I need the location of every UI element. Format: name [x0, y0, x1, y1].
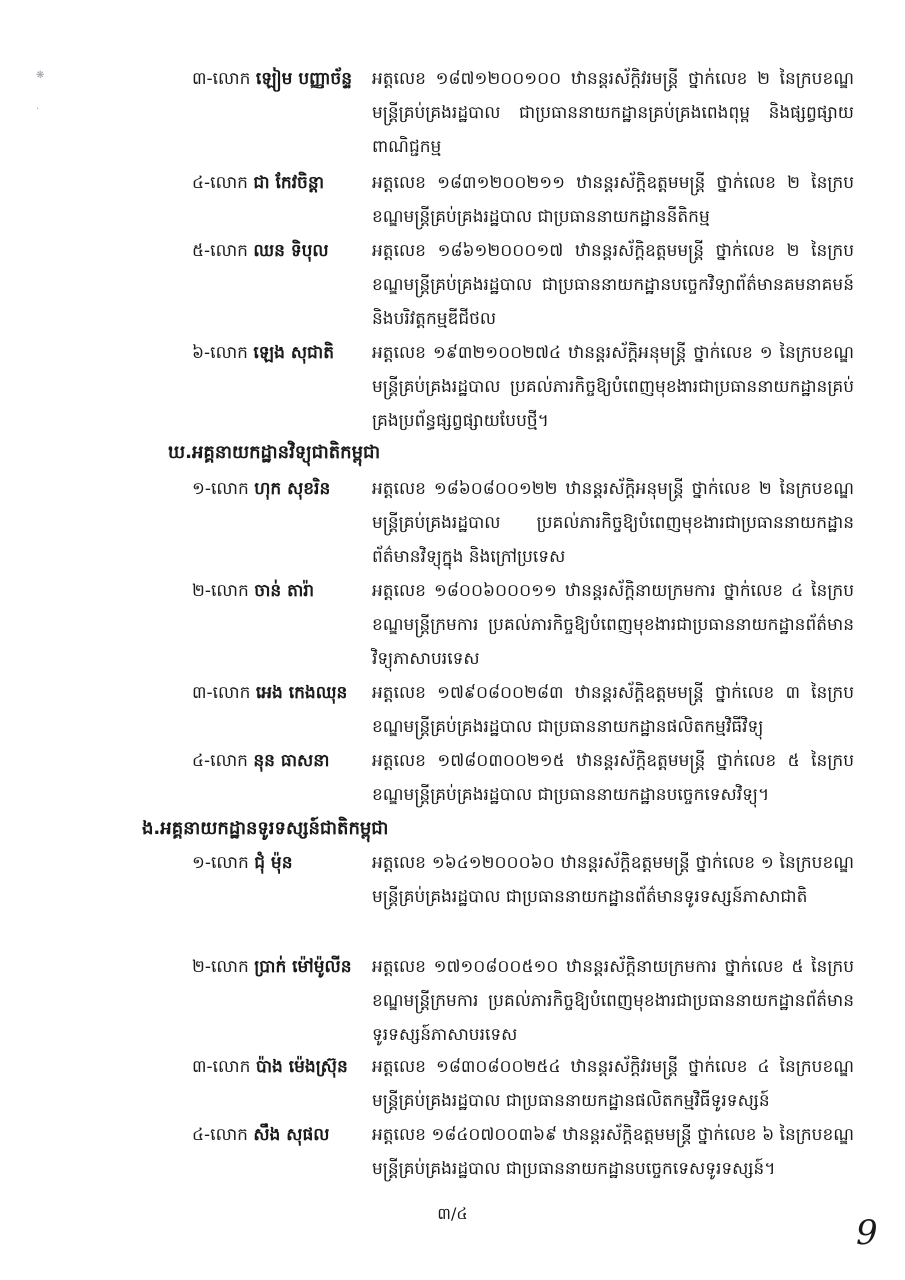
entry-name: ៤-លោក នុន ធាសនា	[192, 751, 330, 771]
entry-description: អត្តលេខ ១៨០០៦០០០១១ ឋានន្តរស័ក្តិនាយក្រមការ ថ្នាក់លេខ ៤ នៃក្របខណ្ឌមន្ត្រីក្រមការ ប្រគល់ភារកិច្ចឱ្យបំពេញមុខងារជាប្រធាននាយកដ្ឋានព័ត៌មានវិទ្យុភាសាបរទេស	[372, 581, 854, 669]
entry-name: ១-លោក ជុំ ម៉ុន	[192, 853, 293, 873]
entry-name: ៣-លោក អេង កេងឈុន	[192, 683, 348, 703]
entry-description: អត្តលេខ ១៨៤០៧០០៣៦៩ ឋានន្តរស័ក្តិឧត្តមមន្ត្រី ថ្នាក់លេខ ៦ នៃក្របខណ្ឌមន្ត្រីគ្រប់គ្រងរដ្ឋបាល ជាប្រធាននាយកដ្ឋានបច្ចេកទេសទូរទស្សន៍។	[372, 1125, 854, 1179]
entry-description: អត្តលេខ ១៨៣០៨០០២៥៤ ឋានន្តរស័ក្តិវរមន្ត្រី ថ្នាក់លេខ ៤ នៃក្របខណ្ឌមន្ត្រីគ្រប់គ្រងរដ្ឋបាល ជាប្រធាននាយកដ្ឋានផលិតកម្មវិធីទូរទស្សន៍	[372, 1057, 854, 1111]
section-heading-tv: ង.អគ្គនាយកដ្ឋានទូរទស្សន៍ជាតិកម្ពុជា	[142, 818, 389, 839]
entry-name: ៥-លោក ឈន ទិបុល	[192, 241, 329, 261]
entry-name: ៣-លោក ប៉ាង ម៉េងស្រ៊ុន	[192, 1057, 348, 1077]
section-heading-radio: ឃ.អគ្គនាយកដ្ឋានវិទ្យុជាតិកម្ពុជា	[168, 442, 381, 463]
entry-description: អត្តលេខ ១៦៤១២០០០៦០ ឋានន្តរស័ក្តិឧត្តមមន្ត្រី ថ្នាក់លេខ ១ នៃក្របខណ្ឌមន្ត្រីគ្រប់គ្រងរដ្ឋបាល ជាប្រធាននាយកដ្ឋានព័ត៌មានទូរទស្សន៍ភាសាជាតិ	[372, 853, 854, 907]
entry-description: អត្តលេខ ១៨៦០៨០០១២២ ឋានន្តរស័ក្តិអនុមន្ត្រី ថ្នាក់លេខ ២ នៃក្របខណ្ឌមន្ត្រីគ្រប់គ្រងរដ្ឋបាល ប្រគល់ភារកិច្ចឱ្យបំពេញមុខងារជាប្រធាននាយកដ្ឋានព័ត៌មានវិទ្យុក្នុង និងក្រៅប្រទេស	[372, 479, 854, 567]
entry-description: អត្តលេខ ១៨៦១២០០០១៧ ឋានន្តរស័ក្តិឧត្តមមន្ត្រី ថ្នាក់លេខ ២ នៃក្របខណ្ឌមន្ត្រីគ្រប់គ្រងរដ្ឋបាល ជាប្រធាននាយកដ្ឋានបច្ចេកវិទ្យាព័ត៌មានគមនាគមន៍ និងបរិវត្តកម្មឌីជីថល	[372, 241, 854, 329]
entry-name: ៦-លោក ឡេង សុជាតិ	[192, 343, 334, 363]
entry-name: ១-លោក ហុក សុខរិន	[192, 479, 331, 499]
entry-description: អត្តលេខ ១៨៣១២០០២១១ ឋានន្តរស័ក្តិឧត្តមមន្ត្រី ថ្នាក់លេខ ២ នៃក្របខណ្ឌមន្ត្រីគ្រប់គ្រងរដ្ឋបាល ជាប្រធាននាយកដ្ឋាននីតិកម្ម	[372, 173, 854, 227]
entry-name: ៤-លោក សឹង សុផល	[192, 1125, 330, 1145]
entry-description: អត្តលេខ ១៨៧១២០០១០០ ឋានន្តរស័ក្តិវរមន្ត្រី ថ្នាក់លេខ ២ នៃក្របខណ្ឌមន្ត្រីគ្រប់គ្រងរដ្ឋបាល ជាប្រធាននាយកដ្ឋានគ្រប់គ្រងពេងពុម្ព និងផ្សព្វផ្សាយពាណិជ្ជកម្ម	[372, 69, 854, 157]
entry-description: អត្តលេខ ១៧៩០៨០០២៨៣ ឋានន្តរស័ក្តិឧត្តមមន្ត្រី ថ្នាក់លេខ ៣ នៃក្របខណ្ឌមន្ត្រីគ្រប់គ្រងរដ្ឋបាល ជាប្រធាននាយកដ្ឋានផលិតកម្មវិធីវិទ្យុ	[372, 683, 854, 737]
scan-speck: ❋	[36, 70, 45, 81]
page-number: ៣/៤	[437, 1204, 468, 1223]
entry-name: ២-លោក ចាន់ តារ៉ា	[192, 581, 315, 601]
entry-description: អត្តលេខ ១៧១០៨០០៥១០ ឋានន្តរស័ក្តិនាយក្រមការ ថ្នាក់លេខ ៥ នៃក្របខណ្ឌមន្ត្រីក្រមការ ប្រគល់ភារកិច្ចឱ្យបំពេញមុខងារជាប្រធាននាយកដ្ឋានព័ត៌មានទូរទស្សន៍ភាសាបរទេស	[372, 957, 854, 1045]
entry-name: ២-លោក ប្រាក់ ម៉ៅម៉ូលីន	[192, 957, 352, 977]
entry-name: ៤-លោក ជា កែវចិន្តា	[192, 173, 325, 193]
handwritten-mark: 9	[856, 1213, 878, 1253]
entry-description: អត្តលេខ ១៩៣២១០០២៧៤ ឋានន្តរស័ក្តិអនុមន្ត្រី ថ្នាក់លេខ ១ នៃក្របខណ្ឌមន្ត្រីគ្រប់គ្រងរដ្ឋបាល ប្រគល់ភារកិច្ចឱ្យបំពេញមុខងារជាប្រធាននាយកដ្ឋានគ្រប់គ្រងប្រព័ន្ធផ្សព្វផ្សាយបែបថ្មី។	[372, 343, 854, 431]
scan-speck: ·	[36, 104, 40, 115]
entry-name: ៣-លោក ឡៀម បញ្ញាច័ន្ទ	[192, 69, 352, 89]
entry-description: អត្តលេខ ១៧៨០៣០០២១៥ ឋានន្តរស័ក្តិឧត្តមមន្ត្រី ថ្នាក់លេខ ៥ នៃក្របខណ្ឌមន្ត្រីគ្រប់គ្រងរដ្ឋបាល ជាប្រធាននាយកដ្ឋានបច្ចេកទេសវិទ្យុ។	[372, 751, 854, 805]
